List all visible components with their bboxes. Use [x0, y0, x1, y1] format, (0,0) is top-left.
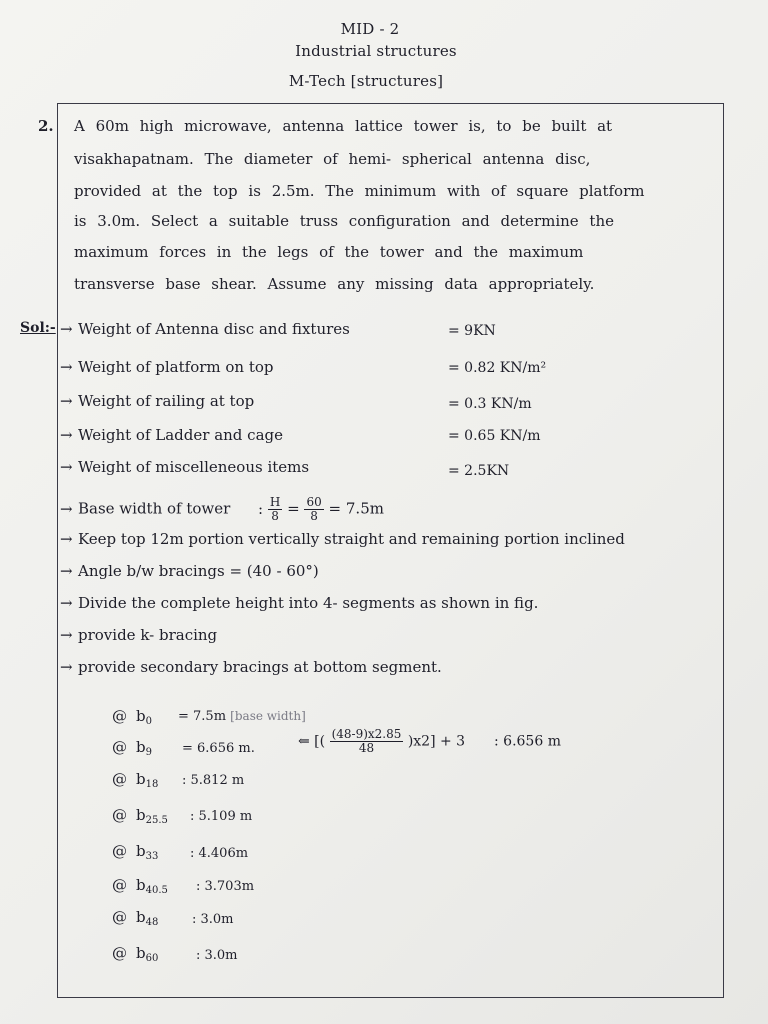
load-item: → Weight of platform on top — [60, 358, 274, 376]
load-value: = 2.5KN — [448, 463, 510, 479]
width-row: @ $b_{25.5}$ — [112, 806, 168, 826]
load-item: → Weight of Ladder and cage — [60, 426, 283, 444]
question-line-5: maximum forces in the legs of the tower and the maximum — [74, 243, 584, 261]
width-row: @ $b_{40.5}$ — [112, 876, 168, 896]
question-line-6: transverse base shear. Assume any missing data appropriately. — [74, 275, 595, 293]
width-row: @ $b_{60}$ — [112, 944, 159, 964]
width-value: = 7.5m [base width] — [178, 709, 306, 724]
step-item: → Keep top 12m portion vertically straight and remaining portion inclined — [60, 530, 625, 548]
question-number: 2. — [38, 117, 54, 135]
fraction-h-over-8: $\frac{H}{8}$ — [269, 495, 281, 523]
load-value: = 9KN — [448, 323, 496, 339]
width-row: @ $b_{48}$ — [112, 908, 159, 928]
width-value: = 6.656 m. — [182, 741, 255, 756]
question-line-2: visakhapatnam. The diameter of hemi- spherical antenna disc, — [74, 150, 591, 168]
question-line-3: provided at the top is 2.5m. The minimum with of square platform — [74, 182, 645, 200]
load-item: → Weight of Antenna disc and fixtures — [60, 320, 350, 338]
width-row: @ $b_{18}$ — [112, 770, 159, 790]
step-item: → Angle b/w bracings = (40 - 60°) — [60, 562, 319, 580]
fraction-60-over-8: $\frac{60}{8}$ — [306, 495, 322, 523]
step-item: → provide k- bracing — [60, 626, 218, 644]
solution-label: Sol:- — [20, 320, 56, 336]
load-item: → Weight of miscelleneous items — [60, 458, 310, 476]
width-row: @ $b_{33}$ — [112, 842, 159, 862]
step-item: → Divide the complete height into 4- segments as shown in fig. — [60, 594, 539, 612]
answer-frame — [57, 103, 724, 998]
width-value: : 5.109 m — [190, 809, 253, 824]
width-value: : 3.703m — [196, 879, 255, 894]
width-value: : 3.0m — [192, 912, 234, 927]
load-value: = 0.65 KN/m — [448, 428, 541, 444]
width-value: : 4.406m — [190, 846, 249, 861]
course-title: M-Tech [structures] — [288, 72, 444, 90]
load-value: = 0.82 KN/m² — [448, 360, 547, 376]
subject-title: Industrial structures — [295, 42, 457, 60]
width-value: : 3.0m — [196, 948, 238, 963]
base-width-row: → Base width of tower : $\frac{H}{8}$ = $\frac{60}{8}$ = 7.5m — [60, 495, 384, 523]
exam-title: MID - 2 — [340, 20, 400, 38]
load-item: → Weight of railing at top — [60, 392, 255, 410]
width-value: : 5.812 m — [182, 773, 245, 788]
question-line-4: is 3.0m. Select a suitable truss configuration and determine the — [74, 212, 614, 230]
load-value: = 0.3 KN/m — [448, 396, 532, 412]
step-item: → provide secondary bracings at bottom segment. — [60, 658, 442, 676]
question-line-1: A 60m high microwave, antenna lattice tower is, to be built at — [74, 117, 613, 135]
width-row: @ $b_9$ — [112, 738, 152, 758]
width-row: @ $b_0$ — [112, 707, 152, 727]
width-formula: ⇐ [( $\frac{(48-9)x2.85}{48}$ )x2] + 3 : 6.656 m — [298, 727, 561, 755]
